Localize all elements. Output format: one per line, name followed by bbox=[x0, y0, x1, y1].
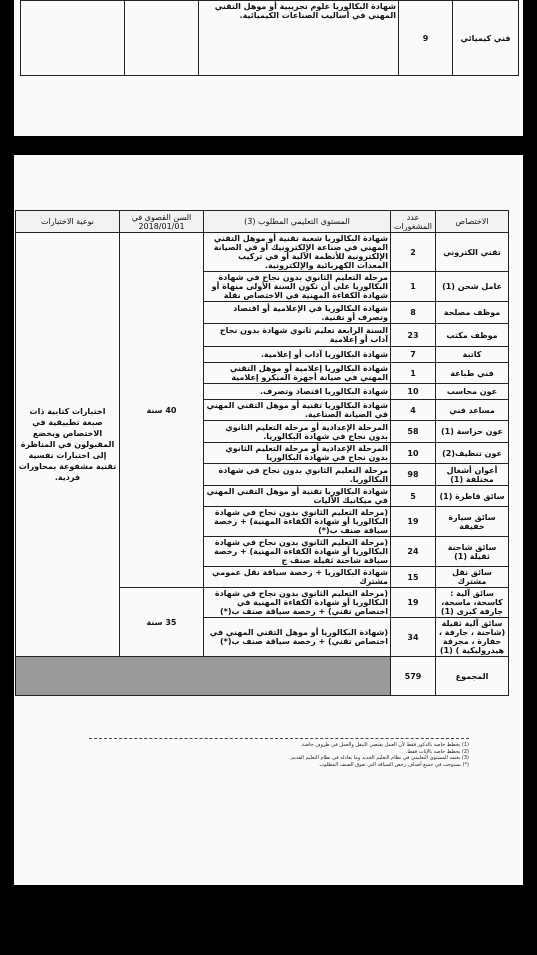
count-cell: 4 bbox=[391, 400, 436, 421]
previous-page-fragment bbox=[14, 0, 523, 136]
age-cell: 35 سنة bbox=[120, 588, 204, 657]
education-level-cell: السنة الرابعة تعليم ثانوي شهادة بدون نجاح آداب أو إعلامية bbox=[204, 324, 391, 347]
specialty-cell: فني كيميائي bbox=[453, 1, 519, 76]
count-cell: 58 bbox=[391, 421, 436, 443]
header-level: المستوى التعليمي المطلوب (3) bbox=[204, 211, 391, 233]
table-row bbox=[16, 233, 509, 272]
specialty-cell: سائق نقل مشترك bbox=[436, 567, 509, 588]
footnote: (*) يستوجب في جميع أصناف رخص السياقة التي تفوق الصنف المطلوب bbox=[319, 761, 469, 768]
count-cell: 7 bbox=[391, 347, 436, 363]
test-type-cell: اختبارات كتابية ذات صبغة تطبيقية في الاختصاص ويخضع المقبولون في المناظرة إلى اختبارات نفسية تقنية مشفوعة بمحاورات فردية. bbox=[16, 233, 120, 657]
total-value: 579 bbox=[391, 657, 436, 696]
count-cell: 1 bbox=[391, 272, 436, 302]
specialty-cell: عامل شحن (1) bbox=[436, 272, 509, 302]
table-header-row bbox=[16, 211, 509, 233]
count-cell: 19 bbox=[391, 588, 436, 618]
count-cell: 15 bbox=[391, 567, 436, 588]
education-level-cell: شهادة البكالوريا + رخصة سياقة نقل عمومي مشترك bbox=[204, 567, 391, 588]
age-cell: 40 سنة bbox=[120, 233, 204, 588]
education-level-cell: شهادة البكالوريا اقتصاد وتصرف. bbox=[204, 384, 391, 400]
education-level-cell: شهادة البكالوريا تقنية أو موهل التقني المهني في الصيانة الصناعية. bbox=[204, 400, 391, 421]
test-type-cell bbox=[21, 1, 125, 76]
count-cell: 1 bbox=[391, 363, 436, 384]
footnotes bbox=[89, 738, 469, 768]
education-level-cell: شهادة البكالوريا في الإعلامية أو اقتصاد وتصرف أو تقنية. bbox=[204, 302, 391, 324]
total-label: المجموع bbox=[436, 657, 509, 696]
document-page bbox=[14, 155, 523, 885]
education-level-cell: شهادة البكالوريا تقنية أو موهل التقني المهني في ميكانيك الآليات bbox=[204, 486, 391, 507]
footnote: (3) يعتمد المستوى التعليمي في نظام التعليم الجديد وما يعادله في نظام التعليم القديم. bbox=[289, 755, 469, 761]
specialty-cell: أعوان أشغال مختلفة (1) bbox=[436, 464, 509, 486]
specialty-cell: تقني الكتروني bbox=[436, 233, 509, 272]
header-count: عدد المشغورات bbox=[391, 211, 436, 233]
education-level-cell: المرحلة الإعدادية أو مرحلة التعليم الثانوي بدون نجاح في شهادة البكالوريا. bbox=[204, 421, 391, 443]
count-cell: 23 bbox=[391, 324, 436, 347]
count-cell: 19 bbox=[391, 507, 436, 537]
header-test-type: نوعية الاختبارات bbox=[16, 211, 120, 233]
count-cell: 10 bbox=[391, 384, 436, 400]
education-level-cell: (مرحلة التعليم الثانوي بدون نجاح في شهادة البكالوريا أو شهادة الكفاءة المهنية) + رخصة سياقة صنف ب(*) bbox=[204, 507, 391, 537]
education-level-cell: (مرحلة التعليم الثانوي بدون نجاح في شهادة البكالوريا أو شهادة الكفاءة المهنية في اختصاص تقني) + رخصة سياقة صنف ب(*) bbox=[204, 588, 391, 618]
education-level-cell: شهادة البكالوريا شعبة تقنية أو موهل التقني المهني في صناعة الإلكترونيك أو في الصيانة الإلكترونية للأنظمة الآلية أو في تركيب المعدات الكهربائية والإلكترونية. bbox=[204, 233, 391, 272]
header-age: السن القصوى في 2018/01/01 bbox=[120, 211, 204, 233]
education-level-cell: المرحلة الإعدادية أو مرحلة التعليم الثانوي بدون نجاح في شهادة البكالوريا bbox=[204, 443, 391, 464]
specialty-cell: سائق آلية ثقيلة (شاحنة ، جارفة ، حفارة ، مجرفة هيدروليكية ) (1) bbox=[436, 618, 509, 657]
specialty-cell: موظف مكتب bbox=[436, 324, 509, 347]
age-cell bbox=[125, 1, 199, 76]
specialty-cell: سائق قاطرة (1) bbox=[436, 486, 509, 507]
previous-page-table bbox=[20, 0, 519, 76]
education-level-cell: شهادة البكالوريا آداب أو إعلامية. bbox=[204, 347, 391, 363]
education-level-cell: شهادة البكالوريا علوم تجريبية أو موهل التقني المهني في أساليب الصناعات الكيميائية. bbox=[199, 1, 399, 76]
footnote: (2) يخطط خاصة بالإناث فقط. bbox=[405, 748, 469, 755]
specialty-cell: سائق آلية : كاسحة، ماسحة، جارفة كبرى (1) bbox=[436, 588, 509, 618]
education-level-cell: مرحلة التعليم الثانوي بدون نجاح في شهادة البكالوريا على أن تكون السنة الأولى منهاة أو شهادة الكفاءة المهنية في الاختصاص نقلة bbox=[204, 272, 391, 302]
count-cell: 5 bbox=[391, 486, 436, 507]
specialty-cell: سائق سيارة خفيفة bbox=[436, 507, 509, 537]
education-level-cell: مرحلة التعليم الثانوي بدون نجاح في شهادة البكالوريا. bbox=[204, 464, 391, 486]
count-cell: 10 bbox=[391, 443, 436, 464]
count-cell: 34 bbox=[391, 618, 436, 657]
count-cell: 8 bbox=[391, 302, 436, 324]
footnote-separator bbox=[89, 738, 469, 739]
specialty-cell: سائق شاحنة ثقيلة (1) bbox=[436, 537, 509, 567]
specialty-cell: فني طباعة bbox=[436, 363, 509, 384]
positions-table bbox=[15, 210, 509, 696]
bottom-black-area bbox=[0, 885, 537, 955]
specialty-cell: موظف مصلحة bbox=[436, 302, 509, 324]
header-specialty: الاختصاص bbox=[436, 211, 509, 233]
total-filler bbox=[16, 657, 391, 696]
specialty-cell: عون حراسة (1) bbox=[436, 421, 509, 443]
specialty-cell: عون محاسب bbox=[436, 384, 509, 400]
specialty-cell: كاتبة bbox=[436, 347, 509, 363]
count-cell: 9 bbox=[399, 1, 453, 76]
specialty-cell: عون تنظيف(2) bbox=[436, 443, 509, 464]
specialty-cell: مساعد فني bbox=[436, 400, 509, 421]
education-level-cell: (شهادة البكالوريا أو موهل التقني المهني في اختصاص تقني) + رخصة سياقة صنف ب(*) bbox=[204, 618, 391, 657]
footnote: (1) يخطط خاصة بالذكور فقط لأن العمل يقتضي التنقل والعمل في ظروف خاصة. bbox=[300, 742, 469, 748]
education-level-cell: (مرحلة التعليم الثانوي بدون نجاح في شهادة البكالوريا أو شهادة الكفاءة المهنية) + رخصة سياقة شاحنة ثقيلة صنف ج bbox=[204, 537, 391, 567]
count-cell: 98 bbox=[391, 464, 436, 486]
count-cell: 2 bbox=[391, 233, 436, 272]
education-level-cell: شهادة البكالوريا إعلامية أو موهل التقني المهني في صيانة أجهزة الميكرو إعلامية bbox=[204, 363, 391, 384]
count-cell: 24 bbox=[391, 537, 436, 567]
total-row bbox=[16, 657, 509, 696]
